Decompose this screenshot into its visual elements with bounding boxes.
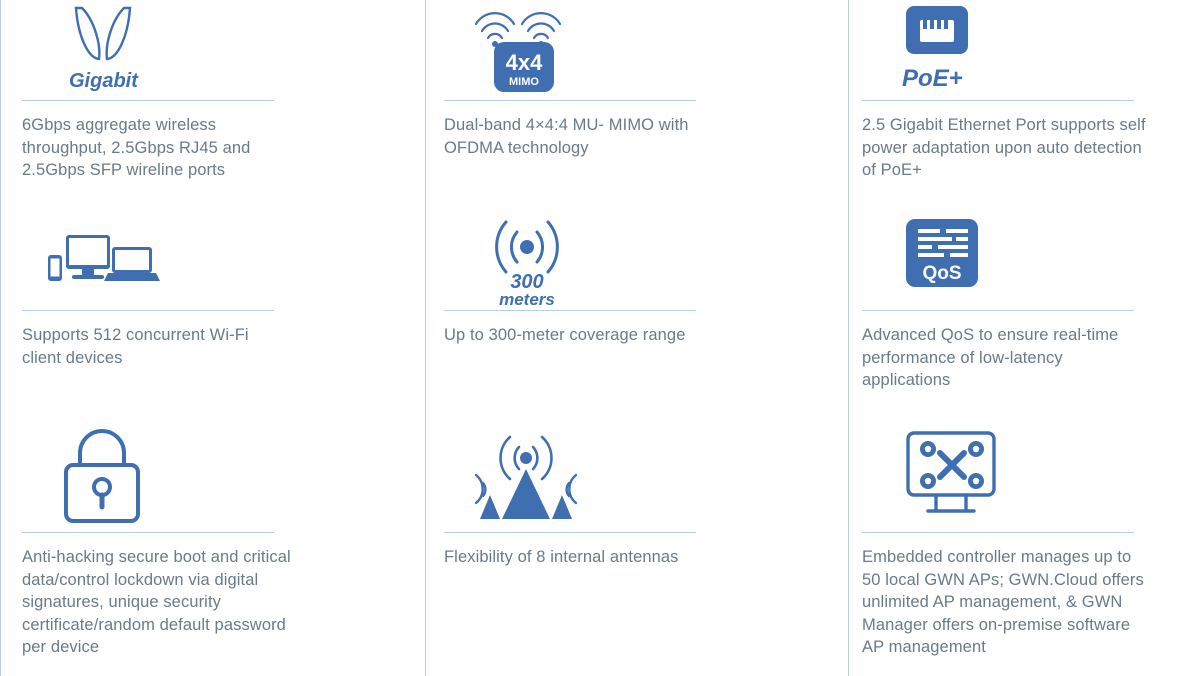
svg-text:MIMO: MIMO (509, 76, 539, 88)
feature-card-gigabit (0, 0, 420, 210)
qos-icon (862, 210, 1200, 310)
mimo-4x4-icon (444, 0, 840, 100)
poe-plus-icon (862, 0, 1200, 100)
feature-card-controller (840, 420, 1200, 676)
svg-text:meters: meters (499, 290, 555, 309)
svg-text:300: 300 (510, 271, 544, 293)
feature-text: Embedded controller manages up to 50 local GWN APs; GWN.Cloud offers unlimited AP management, & GWN Manager offers on-premise software AP management (862, 548, 1144, 656)
embedded-controller-icon (862, 420, 1200, 532)
feature-card-clients (0, 210, 420, 420)
svg-text:4x4: 4x4 (505, 50, 543, 75)
feature-card-antennas (420, 420, 840, 676)
feature-card-mimo (420, 0, 840, 210)
coverage-range-icon (444, 210, 840, 310)
feature-text: Advanced QoS to ensure real-time performance of low-latency applications (862, 326, 1119, 389)
feature-card-qos (840, 210, 1200, 420)
feature-card-coverage (420, 210, 840, 420)
multi-device-icon (22, 210, 420, 310)
gigabit-icon (22, 0, 420, 100)
feature-text: Anti-hacking secure boot and critical data/control lockdown via digital signatures, unique security certificate/random default password per device (22, 548, 291, 656)
svg-text:PoE+: PoE+ (902, 65, 963, 92)
feature-card-poe (840, 0, 1200, 210)
feature-text: 6Gbps aggregate wireless throughput, 2.5Gbps RJ45 and 2.5Gbps SFP wireline ports (22, 116, 251, 179)
svg-text:QoS: QoS (922, 263, 962, 284)
feature-text: Up to 300-meter coverage range (444, 326, 686, 344)
svg-text:Gigabit: Gigabit (69, 70, 138, 92)
antennas-icon (444, 420, 840, 532)
feature-text: Flexibility of 8 internal antennas (444, 548, 679, 566)
feature-text: Supports 512 concurrent Wi-Fi client devices (22, 326, 249, 367)
feature-text: Dual-band 4×4:4 MU- MIMO with OFDMA technology (444, 116, 689, 157)
feature-text: 2.5 Gigabit Ethernet Port supports self power adaptation upon auto detection of PoE+ (862, 116, 1146, 179)
feature-card-security (0, 420, 420, 676)
padlock-icon (22, 420, 420, 532)
